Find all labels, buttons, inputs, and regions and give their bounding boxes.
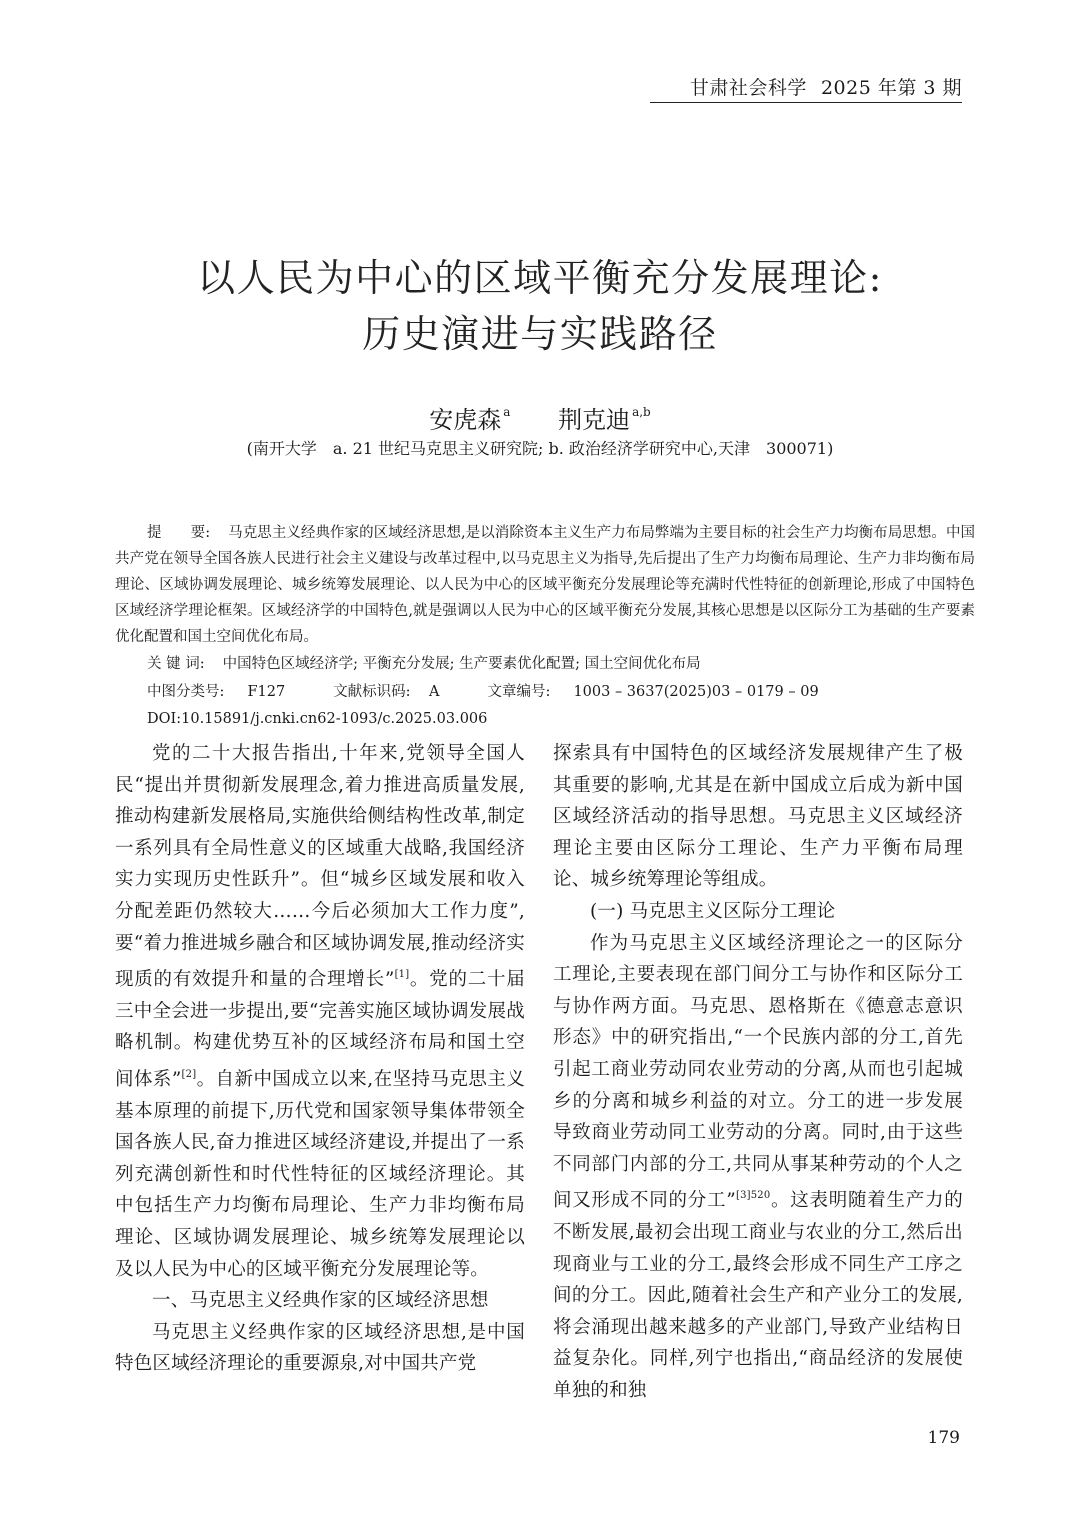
abstract-block <box>115 520 975 732</box>
body-paragraph: 马克思主义经典作家的区域经济思想,是中国特色区域经济理论的重要源泉,对中国共产党 <box>115 1321 525 1375</box>
citation-ref: [2] <box>181 1068 197 1080</box>
citation-ref: [3]520 <box>735 1190 771 1202</box>
body-paragraph: 党的二十大报告指出,十年来,党领导全国人民“提出并贯彻新发展理念,着力推进高质量发展,推动构建新发展格局,实施供给侧结构性改革,制定一系列具有全局性意义的区域重大战略,我国经济实力实现历史性跃升”。但“城乡区域发展和收入分配差距仍然较大……今后必须加大工作力度”,要“着力推进城乡融合和区域协调发展,推动经济实现质的有效提升和量的合理增长”[1]。党的二十届三中全会进一步提出,要“完善实施区域协调发展战略机制。构建优势互补的区域经济布局和国土空间体系”[2]。自新中国成立以来,在坚持马克思主义基本原理的前提下,历代党和国家领导集体带领全国各族人民,奋力推进区域经济建设,并提出了一系列充满创新性和时代性特征的区域经济理论。其中包括生产力均衡布局理论、生产力非均衡布局理论、区域协调发展理论、城乡统筹发展理论以及以人民为中心的区域平衡充分发展理论等。 <box>115 743 525 1280</box>
article-no-label: 文章编号: <box>487 684 551 700</box>
title-line-2: 历史演进与实践路径 <box>362 312 718 356</box>
page-number: 179 <box>927 1428 960 1448</box>
abstract <box>115 520 975 650</box>
journal-name: 甘肃社会科学 <box>689 77 807 99</box>
author-affil-mark: a,b <box>632 405 651 419</box>
abstract-label: 提 要: <box>147 525 211 541</box>
body-column-right <box>553 738 963 1406</box>
running-header <box>650 74 962 103</box>
article-no-value: 1003 – 3637(2025)03 – 0179 – 09 <box>573 684 819 700</box>
author-1 <box>429 406 510 434</box>
classification-line <box>115 678 975 706</box>
keywords-text: 中国特色区域经济学; 平衡充分发展; 生产要素优化配置; 国土空间优化布局 <box>222 656 701 672</box>
affiliation: (南开大学 a. 21 世纪马克思主义研究院; b. 政治经济学研究中心,天津 300071) <box>246 439 834 458</box>
author-name: 安虎森 <box>429 406 502 434</box>
article-title <box>0 250 1080 362</box>
subsection-heading: (一) 马克思主义区际分工理论 <box>590 900 836 922</box>
author-list <box>0 394 1080 438</box>
doc-code-value: A <box>429 684 440 700</box>
keywords <box>115 650 975 678</box>
author-affil-mark: a <box>503 405 511 419</box>
abstract-text: 马克思主义经典作家的区域经济思想,是以消除资本主义生产力布局弊端为主要目标的社会生产力均衡布局思想。中国共产党在领导全国各族人民进行社会主义建设与改革过程中,以马克思主义为指导,先后提出了生产力均衡布局理论、生产力非均衡布局理论、区域协调发展理论、城乡统筹发展理论、以人民为中心的区域平衡充分发展理论等充满时代性特征的创新理论,形成了中国特色区域经济学理论框架。区域经济学的中国特色,就是强调以人民为中心的区域平衡充分发展,其核心思想是以区际分工为基础的生产要素优化配置和国土空间优化布局。 <box>115 525 975 645</box>
author-2 <box>558 406 651 434</box>
doc-code-label: 文献标识码: <box>333 684 411 700</box>
author-name: 荆克迪 <box>558 406 631 434</box>
title-line-1: 以人民为中心的区域平衡充分发展理论: <box>197 256 883 300</box>
doi: DOI:10.15891/j.cnki.cn62-1093/c.2025.03.006 <box>147 711 488 727</box>
keywords-label: 关 键 词: <box>147 656 205 672</box>
issue-label: 2025 年第 3 期 <box>820 77 962 99</box>
citation-ref: [1] <box>394 969 410 981</box>
clc-label: 中图分类号: <box>147 684 225 700</box>
body-paragraph: 探索具有中国特色的区域经济发展规律产生了极其重要的影响,尤其是在新中国成立后成为新中国区域经济活动的指导思想。马克思主义区域经济理论主要由区际分工理论、生产力平衡布局理论、城乡统筹理论等组成。 <box>553 743 963 891</box>
clc-value: F127 <box>247 684 286 700</box>
body-column-left <box>115 738 525 1380</box>
body-paragraph: 作为马克思主义区域经济理论之一的区际分工理论,主要表现在部门间分工与协作和区际分工与协作两方面。马克思、恩格斯在《德意志意识形态》中的研究指出,“一个民族内部的分工,首先引起工商业劳动同农业劳动的分离,从而也引起城乡的分离和城乡利益的对立。分工的进一步发展导致商业劳动同工业劳动的分离。同时,由于这些不同部门内部的分工,共同从事某种劳动的个人之间又形成不同的分工”$^{[3]520}$。这表明随着生产力的不断发展,最初会出现工商业与农业的分工,然后出现商业与工业的分工,最终会形成不同生产工序之间的分工。因此,随着社会生产和产业分工的发展,将会涌现出越来越多的产业部门,导致产业结构日益复杂化。同样,列宁也指出,“商品经济的发展使单独的和独 <box>553 932 963 1401</box>
section-heading: 一、马克思主义经典作家的区域经济思想 <box>152 1290 489 1312</box>
